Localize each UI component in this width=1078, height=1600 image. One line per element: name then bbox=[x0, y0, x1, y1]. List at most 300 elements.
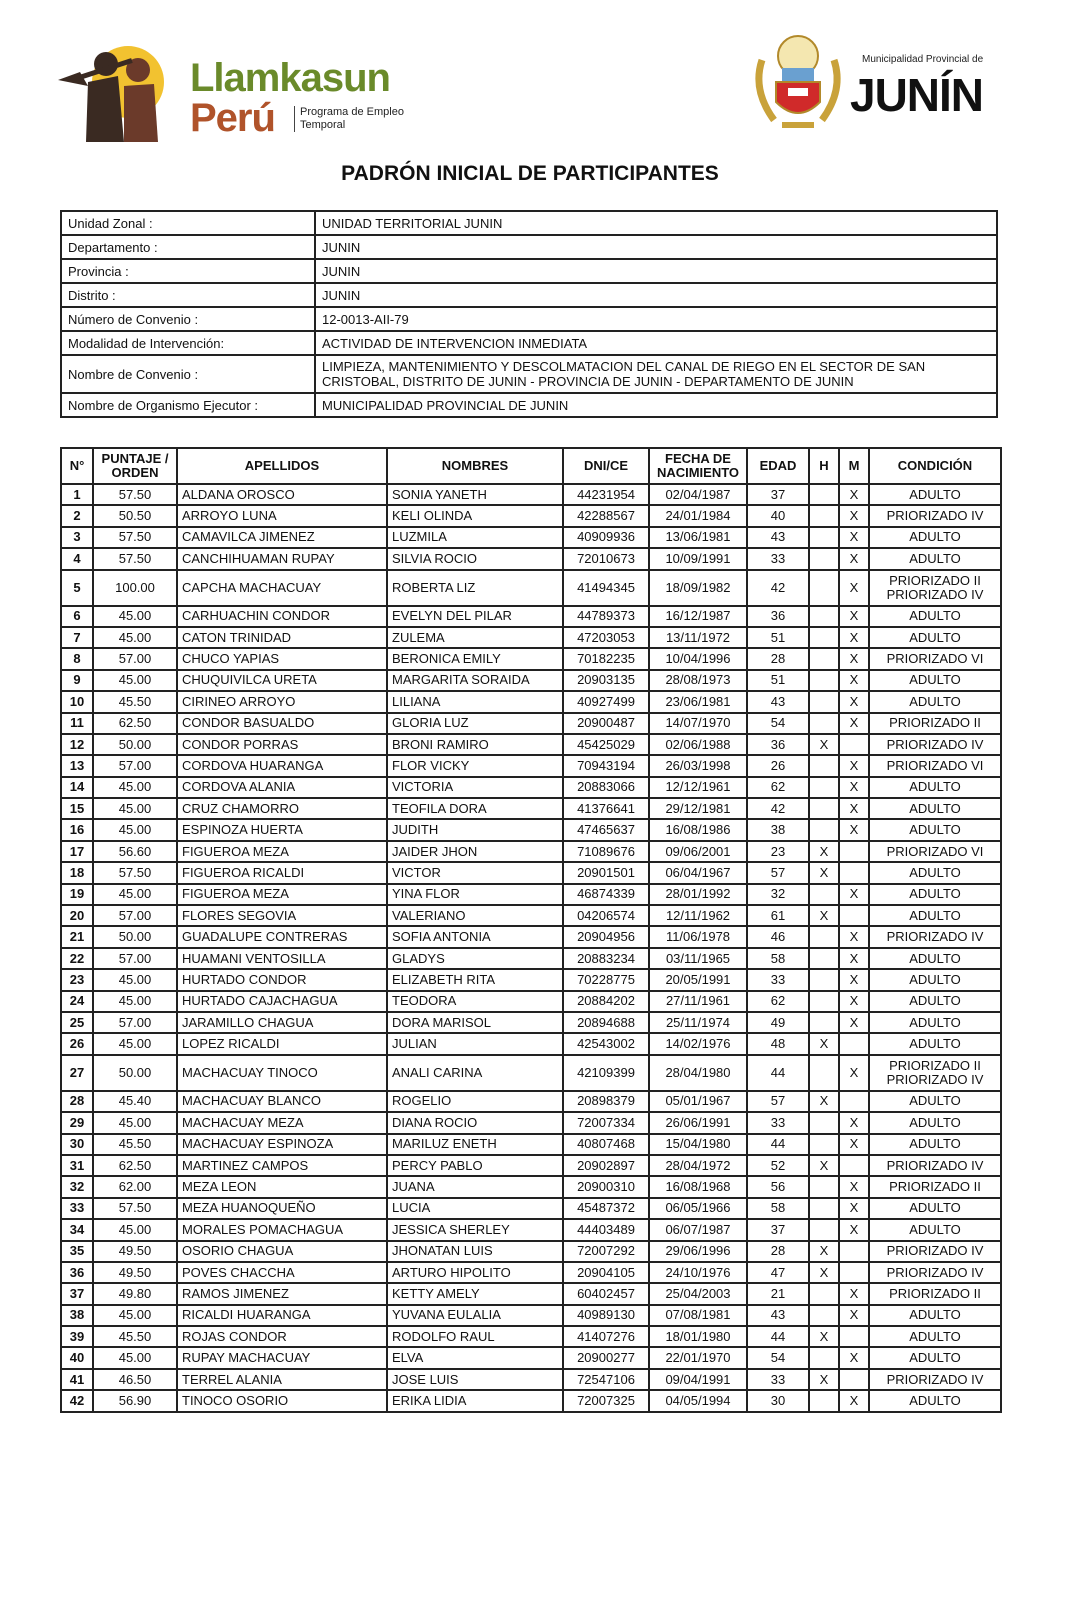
cell-nombres: VICTOR bbox=[387, 862, 563, 883]
cell-n: 1 bbox=[61, 484, 93, 505]
table-row bbox=[61, 1091, 1001, 1112]
cell-edad: 47 bbox=[747, 1262, 809, 1283]
cell-puntaje: 45.00 bbox=[93, 1305, 177, 1326]
table-row bbox=[61, 1012, 1001, 1033]
cell-m: X bbox=[839, 1055, 869, 1091]
cell-apellidos: POVES CHACCHA bbox=[177, 1262, 387, 1283]
cell-fecha: 26/06/1991 bbox=[649, 1112, 747, 1133]
cell-h bbox=[809, 505, 839, 526]
cell-edad: 43 bbox=[747, 1305, 809, 1326]
cell-fecha: 13/06/1981 bbox=[649, 527, 747, 548]
cell-h bbox=[809, 648, 839, 669]
cell-n: 39 bbox=[61, 1326, 93, 1347]
cell-puntaje: 50.00 bbox=[93, 926, 177, 947]
cell-apellidos: FIGUEROA MEZA bbox=[177, 884, 387, 905]
cell-fecha: 05/01/1967 bbox=[649, 1091, 747, 1112]
cell-condicion: PRIORIZADO II PRIORIZADO IV bbox=[869, 570, 1001, 606]
cell-puntaje: 57.00 bbox=[93, 755, 177, 776]
cell-h bbox=[809, 819, 839, 840]
cell-h bbox=[809, 484, 839, 505]
cell-dni: 40807468 bbox=[563, 1134, 649, 1155]
cell-puntaje: 57.50 bbox=[93, 527, 177, 548]
cell-m: X bbox=[839, 648, 869, 669]
cell-m: X bbox=[839, 884, 869, 905]
info-row bbox=[61, 259, 997, 283]
cell-condicion: PRIORIZADO IV bbox=[869, 1155, 1001, 1176]
cell-h bbox=[809, 527, 839, 548]
cell-puntaje: 57.00 bbox=[93, 948, 177, 969]
cell-puntaje: 45.00 bbox=[93, 777, 177, 798]
header-h: H bbox=[809, 448, 839, 484]
table-row bbox=[61, 1134, 1001, 1155]
cell-apellidos: CHUCO YAPIAS bbox=[177, 648, 387, 669]
cell-edad: 44 bbox=[747, 1055, 809, 1091]
coat-of-arms-icon bbox=[748, 30, 848, 134]
cell-h: X bbox=[809, 1262, 839, 1283]
cell-fecha: 04/05/1994 bbox=[649, 1390, 747, 1411]
cell-h: X bbox=[809, 1369, 839, 1390]
cell-edad: 30 bbox=[747, 1390, 809, 1411]
cell-condicion: ADULTO bbox=[869, 884, 1001, 905]
cell-puntaje: 49.80 bbox=[93, 1283, 177, 1304]
logo-name-line1: Llamkasun bbox=[190, 56, 390, 100]
cell-apellidos: MACHACUAY TINOCO bbox=[177, 1055, 387, 1091]
cell-dni: 70943194 bbox=[563, 755, 649, 776]
cell-nombres: MARGARITA SORAIDA bbox=[387, 670, 563, 691]
cell-n: 30 bbox=[61, 1134, 93, 1155]
cell-dni: 44231954 bbox=[563, 484, 649, 505]
cell-puntaje: 45.00 bbox=[93, 1112, 177, 1133]
cell-edad: 21 bbox=[747, 1283, 809, 1304]
table-row bbox=[61, 905, 1001, 926]
table-row bbox=[61, 1176, 1001, 1197]
cell-edad: 61 bbox=[747, 905, 809, 926]
cell-puntaje: 45.00 bbox=[93, 670, 177, 691]
cell-fecha: 26/03/1998 bbox=[649, 755, 747, 776]
cell-edad: 42 bbox=[747, 798, 809, 819]
cell-edad: 44 bbox=[747, 1134, 809, 1155]
cell-n: 31 bbox=[61, 1155, 93, 1176]
info-value: UNIDAD TERRITORIAL JUNIN bbox=[315, 211, 997, 235]
table-row bbox=[61, 648, 1001, 669]
cell-fecha: 10/09/1991 bbox=[649, 548, 747, 569]
cell-n: 20 bbox=[61, 905, 93, 926]
cell-m bbox=[839, 862, 869, 883]
cell-n: 22 bbox=[61, 948, 93, 969]
cell-dni: 20901501 bbox=[563, 862, 649, 883]
cell-h: X bbox=[809, 862, 839, 883]
table-row bbox=[61, 1198, 1001, 1219]
cell-m: X bbox=[839, 755, 869, 776]
cell-m: X bbox=[839, 527, 869, 548]
cell-n: 34 bbox=[61, 1219, 93, 1240]
cell-h bbox=[809, 691, 839, 712]
cell-fecha: 03/11/1965 bbox=[649, 948, 747, 969]
cell-condicion: ADULTO bbox=[869, 1305, 1001, 1326]
cell-nombres: GLORIA LUZ bbox=[387, 713, 563, 734]
cell-dni: 72007325 bbox=[563, 1390, 649, 1411]
cell-m: X bbox=[839, 713, 869, 734]
cell-apellidos: ROJAS CONDOR bbox=[177, 1326, 387, 1347]
cell-m: X bbox=[839, 1198, 869, 1219]
cell-n: 7 bbox=[61, 627, 93, 648]
table-row bbox=[61, 1033, 1001, 1054]
cell-nombres: BRONI RAMIRO bbox=[387, 734, 563, 755]
cell-n: 12 bbox=[61, 734, 93, 755]
cell-apellidos: ARROYO LUNA bbox=[177, 505, 387, 526]
cell-m: X bbox=[839, 1219, 869, 1240]
cell-m: X bbox=[839, 1112, 869, 1133]
cell-m: X bbox=[839, 570, 869, 606]
cell-edad: 43 bbox=[747, 527, 809, 548]
header-fecha-nacimiento: FECHA DE NACIMIENTO bbox=[649, 448, 747, 484]
cell-apellidos: CORDOVA ALANIA bbox=[177, 777, 387, 798]
cell-condicion: ADULTO bbox=[869, 1012, 1001, 1033]
cell-h bbox=[809, 713, 839, 734]
cell-fecha: 28/04/1972 bbox=[649, 1155, 747, 1176]
cell-dni: 41494345 bbox=[563, 570, 649, 606]
cell-h bbox=[809, 755, 839, 776]
cell-fecha: 06/04/1967 bbox=[649, 862, 747, 883]
cell-h bbox=[809, 670, 839, 691]
cell-puntaje: 45.00 bbox=[93, 991, 177, 1012]
cell-condicion: PRIORIZADO IV bbox=[869, 734, 1001, 755]
header-m: M bbox=[839, 448, 869, 484]
cell-nombres: SONIA YANETH bbox=[387, 484, 563, 505]
cell-h bbox=[809, 1198, 839, 1219]
cell-edad: 48 bbox=[747, 1033, 809, 1054]
header-dni: DNI/CE bbox=[563, 448, 649, 484]
cell-condicion: ADULTO bbox=[869, 948, 1001, 969]
table-row bbox=[61, 969, 1001, 990]
cell-condicion: PRIORIZADO IV bbox=[869, 1241, 1001, 1262]
cell-nombres: LILIANA bbox=[387, 691, 563, 712]
cell-fecha: 12/12/1961 bbox=[649, 777, 747, 798]
cell-puntaje: 50.50 bbox=[93, 505, 177, 526]
cell-apellidos: CORDOVA HUARANGA bbox=[177, 755, 387, 776]
cell-m bbox=[839, 734, 869, 755]
cell-condicion: ADULTO bbox=[869, 991, 1001, 1012]
cell-condicion: ADULTO bbox=[869, 527, 1001, 548]
cell-m: X bbox=[839, 926, 869, 947]
cell-fecha: 16/12/1987 bbox=[649, 606, 747, 627]
header-edad: EDAD bbox=[747, 448, 809, 484]
cell-edad: 52 bbox=[747, 1155, 809, 1176]
cell-m: X bbox=[839, 1305, 869, 1326]
cell-m: X bbox=[839, 948, 869, 969]
table-row bbox=[61, 713, 1001, 734]
cell-edad: 33 bbox=[747, 1369, 809, 1390]
info-value: JUNIN bbox=[315, 235, 997, 259]
page-title: PADRÓN INICIAL DE PARTICIPANTES bbox=[341, 162, 719, 185]
cell-condicion: ADULTO bbox=[869, 1198, 1001, 1219]
cell-nombres: EVELYN DEL PILAR bbox=[387, 606, 563, 627]
cell-puntaje: 46.50 bbox=[93, 1369, 177, 1390]
info-value: JUNIN bbox=[315, 259, 997, 283]
cell-fecha: 16/08/1968 bbox=[649, 1176, 747, 1197]
cell-dni: 47203053 bbox=[563, 627, 649, 648]
cell-dni: 72007292 bbox=[563, 1241, 649, 1262]
table-row bbox=[61, 1241, 1001, 1262]
cell-apellidos: RUPAY MACHACUAY bbox=[177, 1347, 387, 1368]
cell-m: X bbox=[839, 969, 869, 990]
cell-n: 24 bbox=[61, 991, 93, 1012]
cell-n: 32 bbox=[61, 1176, 93, 1197]
cell-puntaje: 100.00 bbox=[93, 570, 177, 606]
info-row bbox=[61, 331, 997, 355]
cell-fecha: 24/10/1976 bbox=[649, 1262, 747, 1283]
table-row bbox=[61, 819, 1001, 840]
table-row bbox=[61, 777, 1001, 798]
cell-n: 4 bbox=[61, 548, 93, 569]
cell-fecha: 24/01/1984 bbox=[649, 505, 747, 526]
cell-edad: 40 bbox=[747, 505, 809, 526]
table-row bbox=[61, 505, 1001, 526]
cell-fecha: 09/06/2001 bbox=[649, 841, 747, 862]
cell-condicion: PRIORIZADO IV bbox=[869, 1262, 1001, 1283]
cell-fecha: 02/04/1987 bbox=[649, 484, 747, 505]
cell-edad: 54 bbox=[747, 1347, 809, 1368]
cell-nombres: JUDITH bbox=[387, 819, 563, 840]
cell-dni: 72007334 bbox=[563, 1112, 649, 1133]
table-row bbox=[61, 948, 1001, 969]
cell-dni: 45425029 bbox=[563, 734, 649, 755]
cell-edad: 62 bbox=[747, 777, 809, 798]
logo-name-line2: Perú bbox=[190, 96, 275, 140]
info-value: LIMPIEZA, MANTENIMIENTO Y DESCOLMATACION DEL CANAL DE RIEGO EN EL SECTOR DE SAN CRISTOBAL, DISTRITO DE JUNIN - PROVINCIA DE JUNIN - DEPARTAMENTO DE JUNIN bbox=[315, 355, 997, 393]
info-label: Provincia : bbox=[61, 259, 315, 283]
cell-h bbox=[809, 884, 839, 905]
cell-nombres: ANALI CARINA bbox=[387, 1055, 563, 1091]
cell-fecha: 07/08/1981 bbox=[649, 1305, 747, 1326]
cell-n: 33 bbox=[61, 1198, 93, 1219]
cell-puntaje: 62.50 bbox=[93, 713, 177, 734]
cell-condicion: ADULTO bbox=[869, 1033, 1001, 1054]
cell-dni: 72547106 bbox=[563, 1369, 649, 1390]
cell-n: 16 bbox=[61, 819, 93, 840]
cell-dni: 44789373 bbox=[563, 606, 649, 627]
cell-dni: 20900277 bbox=[563, 1347, 649, 1368]
cell-fecha: 25/11/1974 bbox=[649, 1012, 747, 1033]
cell-m bbox=[839, 841, 869, 862]
cell-fecha: 23/06/1981 bbox=[649, 691, 747, 712]
cell-puntaje: 57.50 bbox=[93, 862, 177, 883]
cell-puntaje: 45.40 bbox=[93, 1091, 177, 1112]
cell-nombres: TEODORA bbox=[387, 991, 563, 1012]
info-label: Número de Convenio : bbox=[61, 307, 315, 331]
cell-n: 2 bbox=[61, 505, 93, 526]
cell-puntaje: 57.50 bbox=[93, 1198, 177, 1219]
cell-dni: 20884202 bbox=[563, 991, 649, 1012]
municipality-name: JUNÍN bbox=[850, 69, 984, 121]
cell-edad: 37 bbox=[747, 1219, 809, 1240]
cell-n: 18 bbox=[61, 862, 93, 883]
cell-apellidos: CONDOR PORRAS bbox=[177, 734, 387, 755]
cell-m: X bbox=[839, 1176, 869, 1197]
cell-edad: 43 bbox=[747, 691, 809, 712]
cell-h bbox=[809, 777, 839, 798]
table-row bbox=[61, 1326, 1001, 1347]
cell-edad: 62 bbox=[747, 991, 809, 1012]
cell-apellidos: OSORIO CHAGUA bbox=[177, 1241, 387, 1262]
cell-nombres: TEOFILA DORA bbox=[387, 798, 563, 819]
cell-apellidos: CRUZ CHAMORRO bbox=[177, 798, 387, 819]
table-row bbox=[61, 862, 1001, 883]
cell-apellidos: FIGUEROA RICALDI bbox=[177, 862, 387, 883]
table-row bbox=[61, 1369, 1001, 1390]
cell-edad: 23 bbox=[747, 841, 809, 862]
cell-dni: 20883234 bbox=[563, 948, 649, 969]
cell-h bbox=[809, 1055, 839, 1091]
cell-apellidos: HURTADO CONDOR bbox=[177, 969, 387, 990]
header-puntaje: PUNTAJE / ORDEN bbox=[93, 448, 177, 484]
cell-m: X bbox=[839, 627, 869, 648]
cell-h bbox=[809, 548, 839, 569]
cell-n: 8 bbox=[61, 648, 93, 669]
cell-edad: 56 bbox=[747, 1176, 809, 1197]
cell-m: X bbox=[839, 691, 869, 712]
table-row bbox=[61, 570, 1001, 606]
cell-apellidos: ALDANA OROSCO bbox=[177, 484, 387, 505]
cell-fecha: 27/11/1961 bbox=[649, 991, 747, 1012]
cell-dni: 20900310 bbox=[563, 1176, 649, 1197]
cell-fecha: 22/01/1970 bbox=[649, 1347, 747, 1368]
cell-apellidos: CIRINEO ARROYO bbox=[177, 691, 387, 712]
cell-condicion: ADULTO bbox=[869, 1326, 1001, 1347]
info-label: Unidad Zonal : bbox=[61, 211, 315, 235]
cell-edad: 28 bbox=[747, 1241, 809, 1262]
cell-puntaje: 45.00 bbox=[93, 1347, 177, 1368]
cell-edad: 46 bbox=[747, 926, 809, 947]
cell-edad: 33 bbox=[747, 1112, 809, 1133]
table-row bbox=[61, 1305, 1001, 1326]
table-row bbox=[61, 884, 1001, 905]
cell-m: X bbox=[839, 505, 869, 526]
cell-apellidos: RAMOS JIMENEZ bbox=[177, 1283, 387, 1304]
cell-n: 14 bbox=[61, 777, 93, 798]
info-label: Modalidad de Intervención: bbox=[61, 331, 315, 355]
cell-apellidos: CAMAVILCA JIMENEZ bbox=[177, 527, 387, 548]
cell-edad: 42 bbox=[747, 570, 809, 606]
cell-edad: 58 bbox=[747, 1198, 809, 1219]
table-row bbox=[61, 670, 1001, 691]
cell-apellidos: MEZA LEON bbox=[177, 1176, 387, 1197]
cell-fecha: 25/04/2003 bbox=[649, 1283, 747, 1304]
cell-fecha: 14/07/1970 bbox=[649, 713, 747, 734]
cell-puntaje: 45.00 bbox=[93, 1033, 177, 1054]
cell-n: 17 bbox=[61, 841, 93, 862]
cell-nombres: SOFIA ANTONIA bbox=[387, 926, 563, 947]
cell-fecha: 28/04/1980 bbox=[649, 1055, 747, 1091]
cell-n: 26 bbox=[61, 1033, 93, 1054]
cell-edad: 33 bbox=[747, 969, 809, 990]
cell-dni: 41407276 bbox=[563, 1326, 649, 1347]
cell-fecha: 14/02/1976 bbox=[649, 1033, 747, 1054]
cell-condicion: ADULTO bbox=[869, 1134, 1001, 1155]
cell-puntaje: 49.50 bbox=[93, 1262, 177, 1283]
cell-m: X bbox=[839, 548, 869, 569]
cell-apellidos: GUADALUPE CONTRERAS bbox=[177, 926, 387, 947]
cell-condicion: PRIORIZADO II bbox=[869, 713, 1001, 734]
cell-edad: 57 bbox=[747, 1091, 809, 1112]
cell-dni: 40989130 bbox=[563, 1305, 649, 1326]
cell-condicion: PRIORIZADO IV bbox=[869, 1369, 1001, 1390]
cell-condicion: PRIORIZADO II PRIORIZADO IV bbox=[869, 1055, 1001, 1091]
cell-h: X bbox=[809, 841, 839, 862]
cell-puntaje: 62.50 bbox=[93, 1155, 177, 1176]
cell-edad: 57 bbox=[747, 862, 809, 883]
cell-condicion: ADULTO bbox=[869, 777, 1001, 798]
cell-apellidos: FIGUEROA MEZA bbox=[177, 841, 387, 862]
cell-edad: 51 bbox=[747, 670, 809, 691]
table-row bbox=[61, 527, 1001, 548]
cell-dni: 42288567 bbox=[563, 505, 649, 526]
cell-condicion: PRIORIZADO IV bbox=[869, 926, 1001, 947]
cell-puntaje: 50.00 bbox=[93, 1055, 177, 1091]
cell-nombres: ARTURO HIPOLITO bbox=[387, 1262, 563, 1283]
cell-h bbox=[809, 1283, 839, 1304]
cell-h bbox=[809, 991, 839, 1012]
cell-n: 28 bbox=[61, 1091, 93, 1112]
cell-n: 37 bbox=[61, 1283, 93, 1304]
cell-nombres: ROBERTA LIZ bbox=[387, 570, 563, 606]
cell-n: 38 bbox=[61, 1305, 93, 1326]
table-row bbox=[61, 1283, 1001, 1304]
cell-dni: 60402457 bbox=[563, 1283, 649, 1304]
cell-fecha: 18/01/1980 bbox=[649, 1326, 747, 1347]
cell-dni: 42109399 bbox=[563, 1055, 649, 1091]
cell-nombres: MARILUZ ENETH bbox=[387, 1134, 563, 1155]
cell-m bbox=[839, 1262, 869, 1283]
cell-nombres: DORA MARISOL bbox=[387, 1012, 563, 1033]
cell-nombres: LUCIA bbox=[387, 1198, 563, 1219]
cell-nombres: VICTORIA bbox=[387, 777, 563, 798]
header-n: N° bbox=[61, 448, 93, 484]
cell-condicion: ADULTO bbox=[869, 1390, 1001, 1411]
info-label: Nombre de Organismo Ejecutor : bbox=[61, 393, 315, 417]
cell-m: X bbox=[839, 1390, 869, 1411]
cell-puntaje: 45.00 bbox=[93, 798, 177, 819]
cell-m: X bbox=[839, 1347, 869, 1368]
cell-condicion: ADULTO bbox=[869, 548, 1001, 569]
table-row bbox=[61, 734, 1001, 755]
cell-dni: 70228775 bbox=[563, 969, 649, 990]
cell-condicion: PRIORIZADO IV bbox=[869, 505, 1001, 526]
municipalidad-junin-logo bbox=[748, 30, 1028, 140]
table-row bbox=[61, 548, 1001, 569]
cell-apellidos: MACHACUAY MEZA bbox=[177, 1112, 387, 1133]
cell-dni: 44403489 bbox=[563, 1219, 649, 1240]
cell-nombres: ELIZABETH RITA bbox=[387, 969, 563, 990]
cell-dni: 41376641 bbox=[563, 798, 649, 819]
cell-puntaje: 45.00 bbox=[93, 819, 177, 840]
cell-edad: 28 bbox=[747, 648, 809, 669]
cell-apellidos: CONDOR BASUALDO bbox=[177, 713, 387, 734]
cell-puntaje: 45.00 bbox=[93, 1219, 177, 1240]
cell-nombres: SILVIA ROCIO bbox=[387, 548, 563, 569]
cell-m: X bbox=[839, 1134, 869, 1155]
cell-edad: 49 bbox=[747, 1012, 809, 1033]
cell-m: X bbox=[839, 670, 869, 691]
info-label: Nombre de Convenio : bbox=[61, 355, 315, 393]
cell-n: 36 bbox=[61, 1262, 93, 1283]
cell-apellidos: RICALDI HUARANGA bbox=[177, 1305, 387, 1326]
table-row bbox=[61, 691, 1001, 712]
cell-fecha: 16/08/1986 bbox=[649, 819, 747, 840]
cell-dni: 20904105 bbox=[563, 1262, 649, 1283]
cell-condicion: PRIORIZADO VI bbox=[869, 755, 1001, 776]
cell-edad: 38 bbox=[747, 819, 809, 840]
